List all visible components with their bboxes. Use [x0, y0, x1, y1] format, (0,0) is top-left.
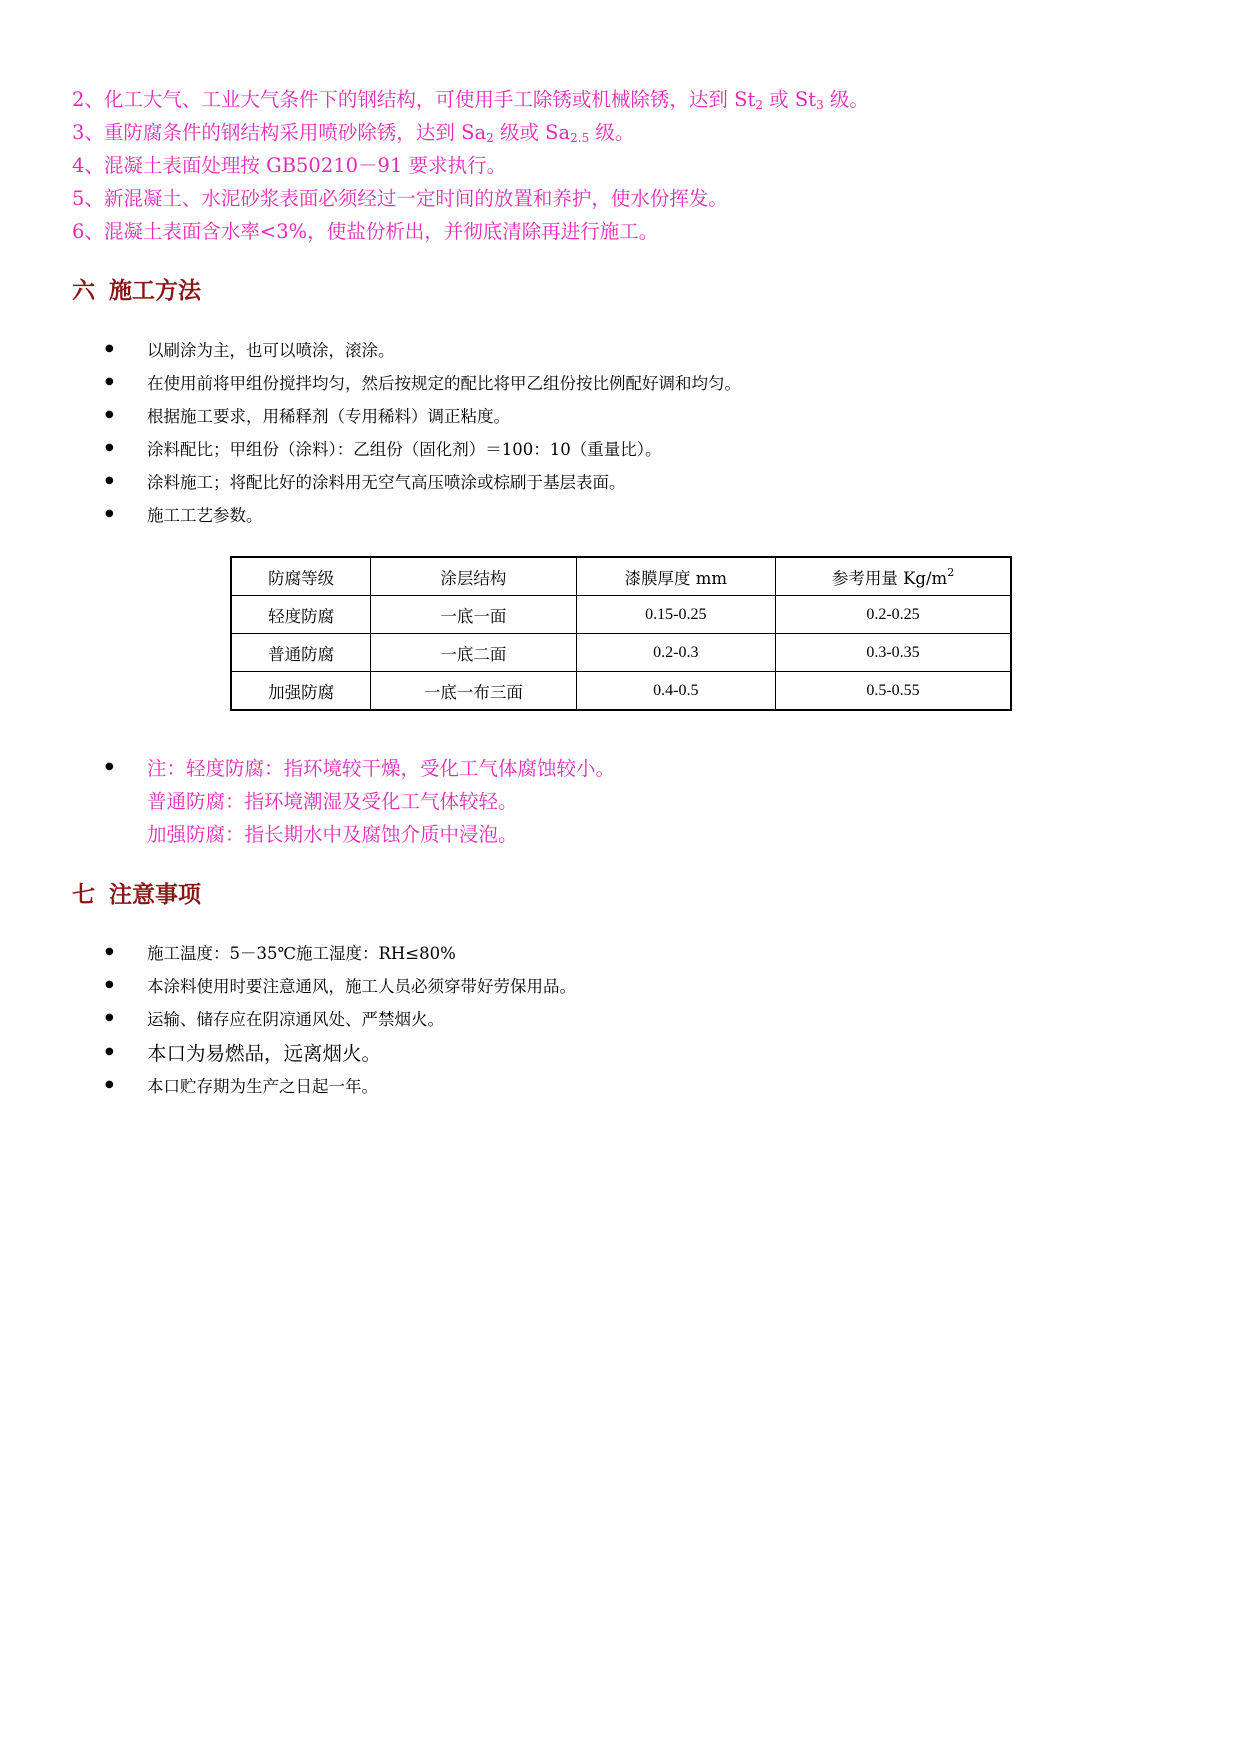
table-cell: 一底二面: [371, 634, 576, 672]
table-row: [231, 672, 1011, 711]
list-item-6: [72, 216, 658, 244]
table-cell: 0.2-0.25: [776, 596, 1011, 634]
bullet-icon: ●: [105, 1012, 114, 1023]
subscript: 2: [486, 131, 494, 145]
table-row: [231, 596, 1011, 634]
list-text: 重防腐条件的钢结构采用喷砂除锈，达到 Sa: [103, 121, 487, 144]
table-cell: 0.2-0.3: [576, 634, 775, 672]
list-number: 5、: [72, 187, 104, 210]
section-title: 注意事项: [109, 881, 201, 908]
table-header-cell: 涂层结构: [371, 557, 576, 596]
list-text: 级。: [823, 88, 869, 111]
table-cell: 轻度防腐: [231, 596, 371, 634]
bullet-text: 涂料配比；甲组份（涂料）：乙组份（固化剂）＝100：10（重量比）。: [147, 440, 662, 459]
bullet-text: 本口为易燃品，远离烟火。: [147, 1042, 382, 1065]
bullet-icon: ●: [105, 376, 114, 387]
section-number: 六: [72, 277, 95, 304]
table-cell: 0.4-0.5: [576, 672, 775, 711]
bullet-icon: ●: [105, 508, 114, 519]
section-number: 七: [72, 881, 95, 908]
table-row: [231, 634, 1011, 672]
list-text: 级。: [589, 121, 635, 144]
bullet-text: 涂料施工；将配比好的涂料用无空气高压喷涂或棕刷于基层表面。: [147, 473, 626, 492]
process-parameters-table: [230, 556, 1012, 711]
bullet-icon: ●: [105, 409, 114, 420]
list-item-5: [72, 183, 728, 211]
list-number: 4、: [72, 154, 104, 177]
list-text: 新混凝土、水泥砂浆表面必须经过一定时间的放置和养护，使水份挥发。: [103, 187, 728, 210]
table-cell: 普通防腐: [231, 634, 371, 672]
list-item-4: [72, 150, 506, 178]
bullet-text: 施工工艺参数。: [147, 506, 263, 525]
table-cell: 一底一面: [371, 596, 576, 634]
table-cell: 0.5-0.55: [776, 672, 1011, 711]
list-text: 级或 Sa: [493, 121, 571, 144]
superscript: 2: [947, 565, 955, 579]
bullet-text: 在使用前将甲组份搅拌均匀，然后按规定的配比将甲乙组份按比例配好调和均匀。: [147, 374, 741, 393]
section-heading-precautions: [72, 876, 201, 909]
note-light: 注：轻度防腐：指环境较干燥，受化工气体腐蚀较小。: [147, 757, 616, 780]
bullet-icon: ●: [105, 761, 114, 772]
section-title: 施工方法: [109, 277, 201, 304]
bullet-text: 本口贮存期为生产之日起一年。: [147, 1077, 378, 1096]
section-heading-construction-method: [72, 272, 201, 305]
list-text: 混凝土表面处理按 GB50210－91 要求执行。: [103, 154, 507, 177]
bullet-icon: ●: [105, 1079, 114, 1090]
list-number: 3、: [72, 121, 104, 144]
list-text: 或 St: [762, 88, 817, 111]
list-text: 化工大气、工业大气条件下的钢结构，可使用手工除锈或机械除锈，达到 St: [103, 88, 756, 111]
header-text: 参考用量 Kg/m: [831, 568, 948, 588]
bullet-icon: ●: [105, 1046, 114, 1057]
bullet-icon: ●: [105, 442, 114, 453]
bullet-text: 以刷涂为主，也可以喷涂，滚涂。: [147, 341, 395, 360]
list-text: 混凝土表面含水率<3%，使盐份析出，并彻底清除再进行施工。: [103, 220, 659, 243]
note-heavy: 加强防腐：指长期水中及腐蚀介质中浸泡。: [147, 823, 518, 846]
bullet-text: 运输、储存应在阴凉通风处、严禁烟火。: [147, 1010, 444, 1029]
note-normal: 普通防腐：指环境潮湿及受化工气体较轻。: [147, 790, 518, 813]
table-cell: 加强防腐: [231, 672, 371, 711]
table-cell: 0.15-0.25: [576, 596, 775, 634]
list-number: 6、: [72, 220, 104, 243]
bullet-text: 根据施工要求，用稀释剂（专用稀料）调正粘度。: [147, 407, 510, 426]
bullet-text: 本涂料使用时要注意通风，施工人员必须穿带好劳保用品。: [147, 977, 576, 996]
table-header-cell: 防腐等级: [231, 557, 371, 596]
table-cell: 0.3-0.35: [776, 634, 1011, 672]
list-number: 2、: [72, 88, 104, 111]
bullet-icon: ●: [105, 343, 114, 354]
bullet-text: 施工温度：5－35℃施工湿度：RH≤80%: [147, 944, 456, 963]
bullet-icon: ●: [105, 979, 114, 990]
bullet-icon: ●: [105, 475, 114, 486]
list-item-2: [72, 84, 869, 112]
bullet-icon: ●: [105, 946, 114, 957]
table-header-row: [231, 557, 1011, 596]
subscript: 2: [755, 98, 763, 112]
table-cell: 一底一布三面: [371, 672, 576, 711]
subscript: 2.5: [570, 131, 590, 145]
table-header-cell: [776, 557, 1011, 596]
list-item-3: [72, 117, 634, 145]
table-header-cell: 漆膜厚度 mm: [576, 557, 775, 596]
subscript: 3: [816, 98, 824, 112]
